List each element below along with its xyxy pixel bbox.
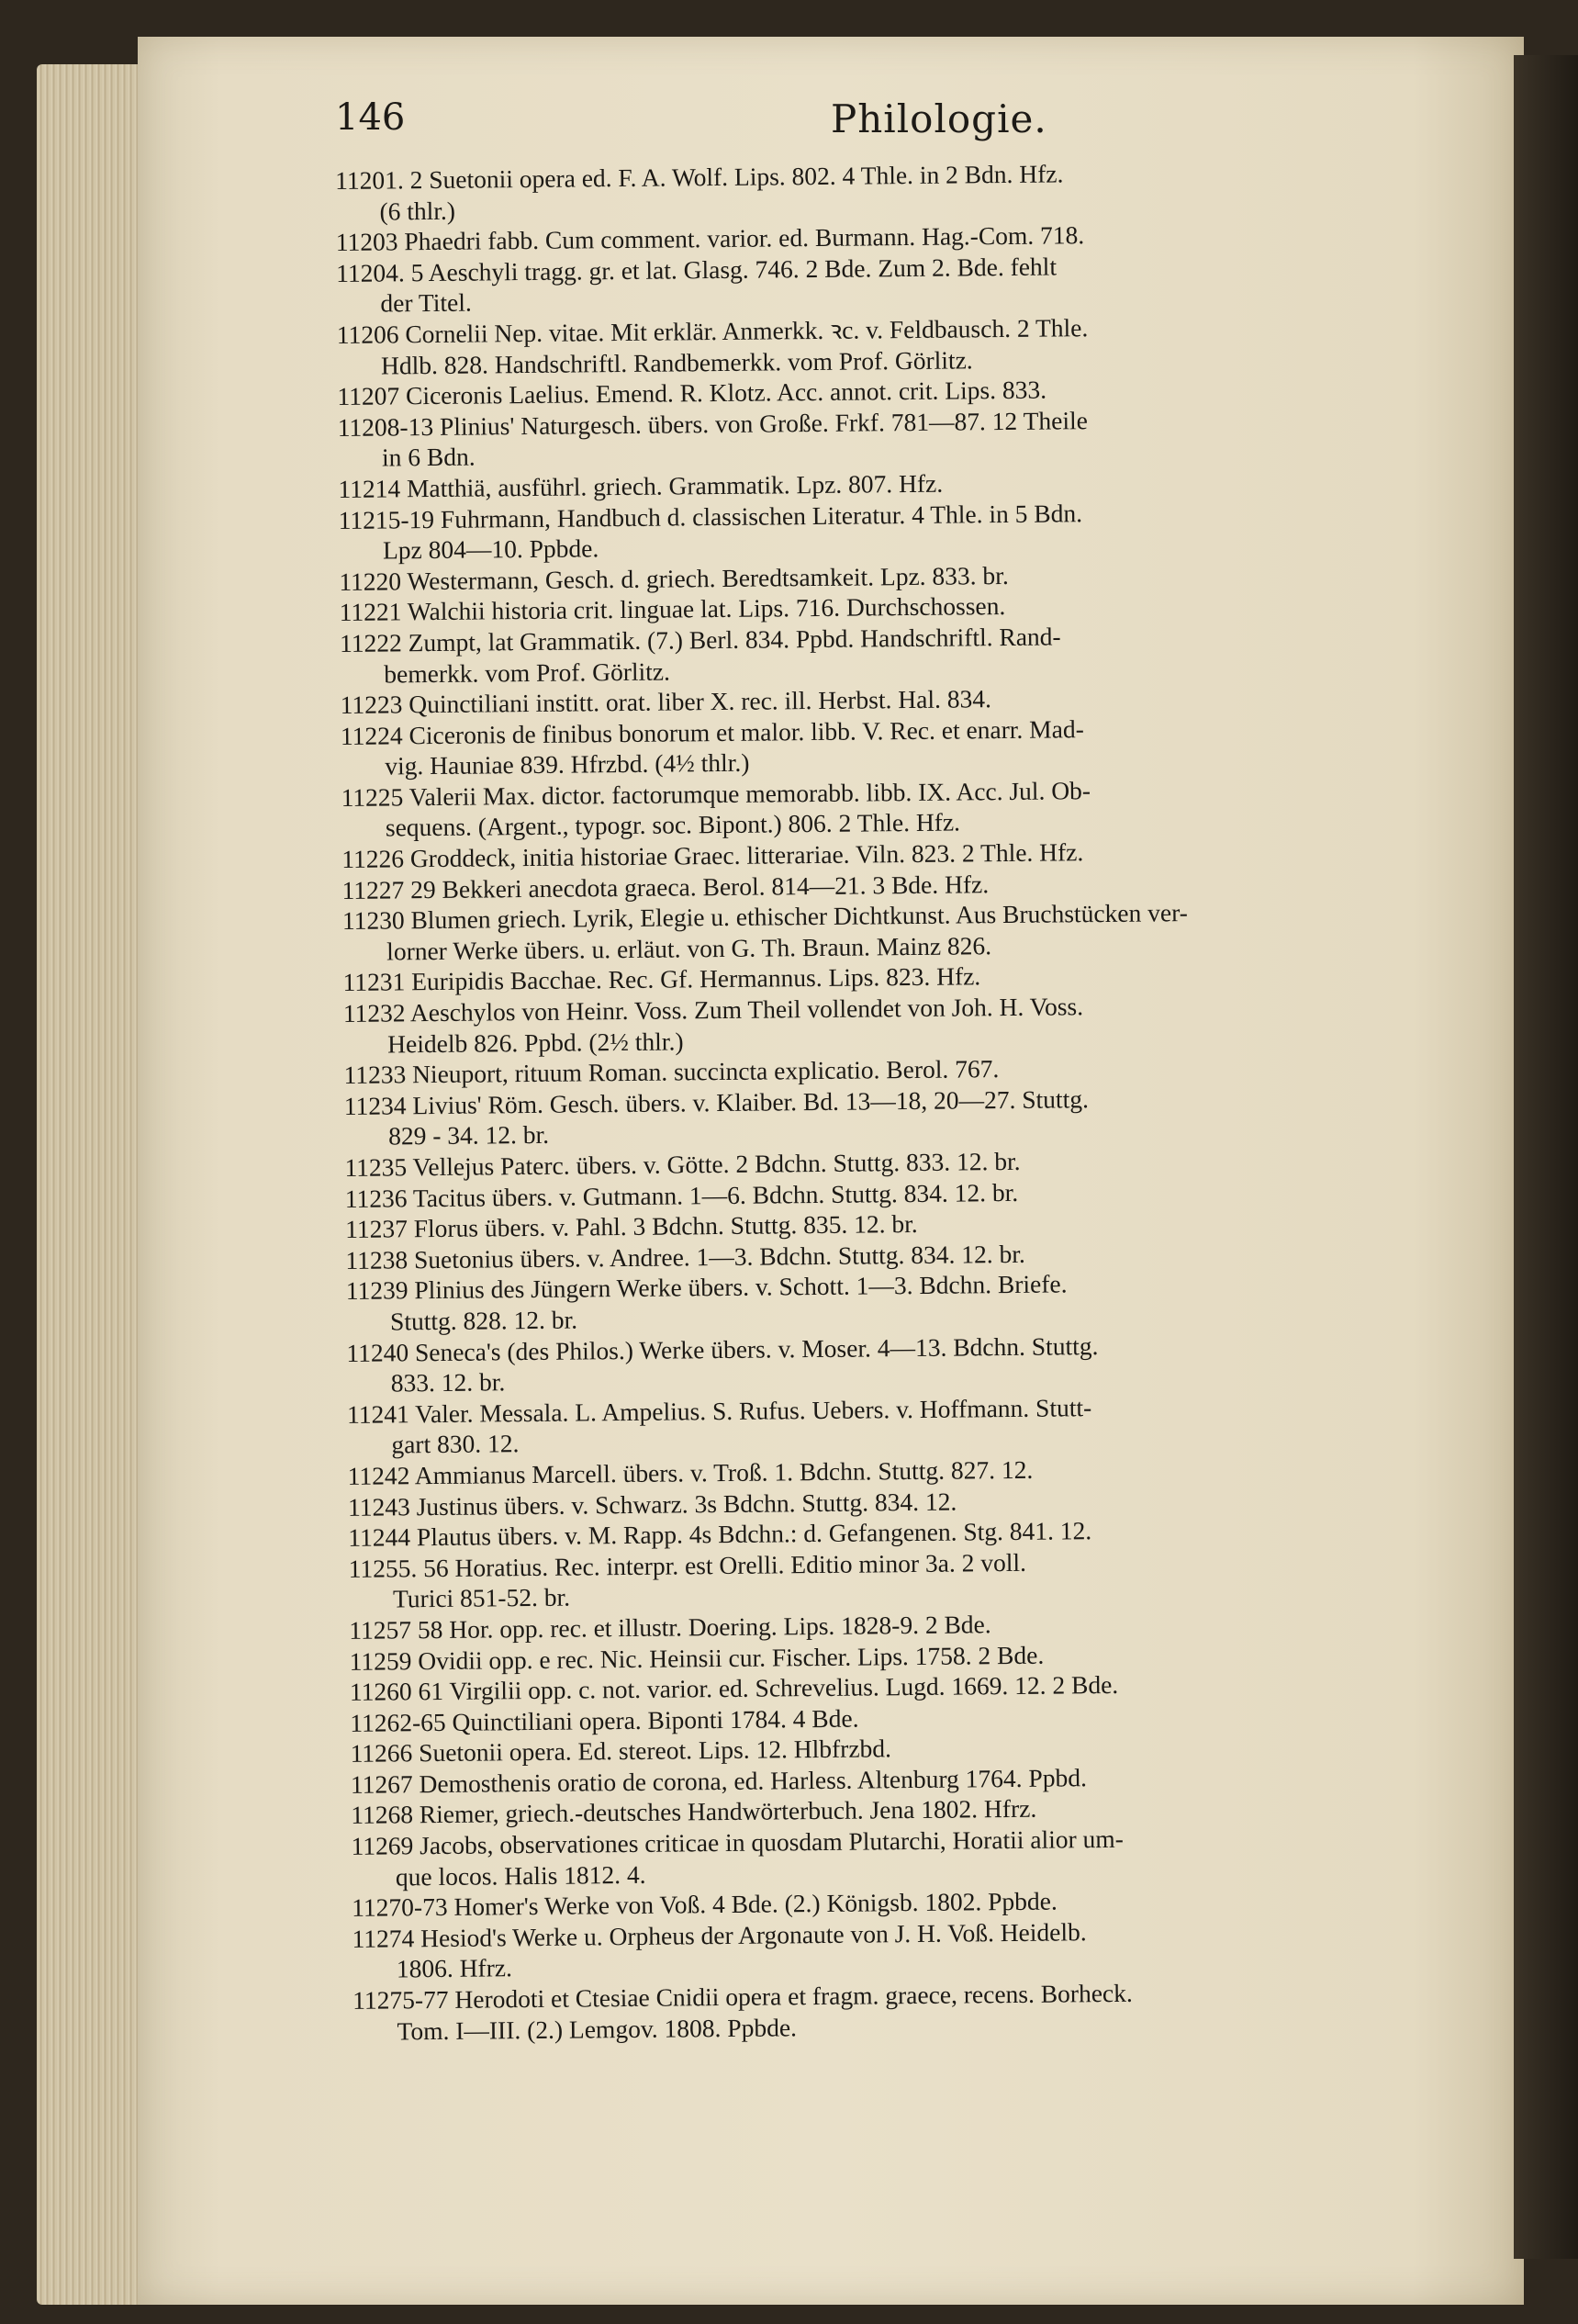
entry-first-line: 11225 Valerii Max. dictor. factorumque memorabb. libb. IX. Acc. Jul. Ob- <box>341 776 1091 812</box>
entry-continuation-line: Stuttg. 828. 12. br. <box>389 1305 578 1336</box>
running-head: Philologie. <box>831 96 1047 141</box>
entry-continuation-line: que locos. Halis 1812. 4. <box>395 1859 646 1892</box>
entry-continuation-line: Tom. I—III. (2.) Lemgov. 1808. Ppbde. <box>397 2012 798 2046</box>
entry-first-line: 11201. 2 Suetonii opera ed. F. A. Wolf. Lips. 802. 4 Thle. in 2 Bdn. Hfz. <box>335 159 1064 195</box>
catalog-entry <box>352 1913 1523 1985</box>
catalog-entry <box>340 617 1511 690</box>
entry-first-line: 11234 Livius' Röm. Gesch. übers. v. Klaiber. Bd. 13—18, 20—27. Stuttg. <box>343 1083 1090 1120</box>
catalog-entry <box>353 1974 1524 2047</box>
entry-first-line: 11221 Walchii historia crit. linguae lat. Lips. 716. Durchschossen. <box>339 591 1006 627</box>
entry-first-line: 11207 Ciceronis Laelius. Emend. R. Klotz. Acc. annot. crit. Lips. 833. <box>337 375 1047 411</box>
entry-first-line: 11243 Justinus übers. v. Schwarz. 3s Bdchn. Stuttg. 834. 12. <box>347 1487 957 1521</box>
catalog-entry <box>339 493 1510 566</box>
entry-first-line: 11260 61 Virgilii opp. c. not. varior. ed. Schrevelius. Lugd. 1669. 12. 2 Bde. <box>349 1669 1119 1707</box>
catalog-entry <box>337 309 1508 381</box>
entry-first-line: 11226 Groddeck, initia historiae Graec. litterariae. Viln. 823. 2 Thle. Hfz. <box>341 837 1084 874</box>
page-edges-left <box>37 64 147 2305</box>
entry-continuation-line: vig. Hauniae 839. Hfrzbd. (4½ thlr.) <box>385 747 750 780</box>
page-header <box>335 96 1501 152</box>
entry-first-line: 11240 Seneca's (des Philos.) Werke übers. v. Moser. 4—13. Bdchn. Stuttg. <box>346 1330 1099 1367</box>
entry-first-line: 11267 Demosthenis oratio de corona, ed. Harless. Altenburg 1764. Ppbd. <box>350 1763 1088 1799</box>
entry-first-line: 11268 Riemer, griech.-deutsches Handwörterbuch. Jena 1802. Hfrz. <box>351 1794 1037 1830</box>
catalog-entry <box>341 709 1512 781</box>
entry-continuation-line: Heidelb 826. Ppbd. (2½ thlr.) <box>387 1027 684 1059</box>
entry-continuation-line: sequens. (Argent., typogr. soc. Bipont.) 806. 2 Thle. Hfz. <box>385 807 961 842</box>
entry-first-line: 11262-65 Quinctiliani opera. Biponti 1784. 4 Bde. <box>350 1703 859 1737</box>
entry-first-line: 11208-13 Plinius' Naturgesch. übers. von Große. Frkf. 781—87. 12 Theile <box>337 405 1088 442</box>
entry-continuation-line: 833. 12. br. <box>390 1367 506 1398</box>
entry-first-line: 11214 Matthiä, ausführl. griech. Grammatik. Lpz. 807. Hfz. <box>338 468 944 503</box>
entry-first-line: 11223 Quinctiliani institt. orat. liber X. rec. ill. Herbst. Hal. 834. <box>340 684 992 720</box>
catalog-entry <box>343 987 1515 1060</box>
entry-first-line: 11242 Ammianus Marcell. übers. v. Troß. 1. Bdchn. Stuttg. 827. 12. <box>347 1454 1034 1490</box>
entry-continuation-line: 1806. Hfrz. <box>396 1953 513 1983</box>
entry-first-line: 11244 Plautus übers. v. M. Rapp. 4s Bdchn.: d. Gefangenen. Stg. 841. 12. <box>348 1516 1092 1553</box>
entry-first-line: 11266 Suetonii opera. Ed. stereot. Lips. 12. Hlbfrzbd. <box>350 1734 892 1768</box>
entry-first-line: 11259 Ovidii opp. e rec. Nic. Heinsii cur. Fischer. Lips. 1758. 2 Bde. <box>349 1640 1045 1676</box>
catalog-entry <box>346 1264 1517 1337</box>
entry-continuation-line: Lpz 804—10. Ppbde. <box>382 533 599 565</box>
entry-first-line: 11220 Westermann, Gesch. d. griech. Beredtsamkeit. Lpz. 833. br. <box>339 560 1009 596</box>
entry-first-line: 11232 Aeschylos von Heinr. Voss. Zum Theil vollendet von Joh. H. Voss. <box>342 992 1084 1027</box>
entry-first-line: 11222 Zumpt, lat Grammatik. (7.) Berl. 834. Ppbd. Handschriftl. Rand- <box>339 622 1061 657</box>
entry-first-line: 11204. 5 Aeschyli tragg. gr. et lat. Glasg. 746. 2 Bde. Zum 2. Bde. fehlt <box>335 252 1058 287</box>
page-number: 146 <box>335 96 406 139</box>
entry-first-line: 11239 Plinius des Jüngern Werke übers. v. Schott. 1—3. Bdchn. Briefe. <box>345 1269 1068 1306</box>
catalog-entry <box>346 1326 1517 1398</box>
entry-continuation-line: bemerkk. vom Prof. Görlitz. <box>384 657 671 689</box>
entry-first-line: 11237 Florus übers. v. Pahl. 3 Bdchn. Stuttg. 835. 12. br. <box>344 1209 918 1244</box>
entry-first-line: 11236 Tacitus übers. v. Gutmann. 1—6. Bdchn. Stuttg. 834. 12. br. <box>344 1177 1019 1213</box>
catalog-entry <box>344 1080 1516 1152</box>
entry-continuation-line: (6 thlr.) <box>379 196 456 226</box>
entry-first-line: 11215-19 Fuhrmann, Handbuch d. classischen Literatur. 4 Thle. in 5 Bdn. <box>338 498 1083 534</box>
catalog-entry <box>347 1387 1518 1460</box>
catalog-entry <box>338 400 1509 473</box>
entry-first-line: 11257 58 Hor. opp. rec. et illustr. Doering. Lips. 1828-9. 2 Bde. <box>349 1610 991 1645</box>
entry-first-line: 11238 Suetonius übers. v. Andree. 1—3. Bdchn. Stuttg. 834. 12. br. <box>345 1239 1025 1274</box>
entry-first-line: 11233 Nieuport, rituum Roman. succincta explicatio. Berol. 767. <box>343 1054 1000 1090</box>
page-edge-right <box>1514 55 1578 2259</box>
catalog-listing <box>335 154 1524 2047</box>
entry-first-line: 11270-73 Homer's Werke von Voß. 4 Bde. (2.) Königsb. 1802. Ppbde. <box>352 1886 1058 1923</box>
entry-first-line: 11235 Vellejus Paterc. übers. v. Götte. 2 Bdchn. Stuttg. 833. 12. br. <box>344 1146 1021 1182</box>
entry-first-line: 11230 Blumen griech. Lyrik, Elegie u. ethischer Dichtkunst. Aus Bruchstücken ver- <box>341 898 1189 936</box>
entry-first-line: 11203 Phaedri fabb. Cum comment. varior. ed. Burmann. Hag.-Com. 718. <box>335 220 1085 257</box>
entry-continuation-line: gart 830. 12. <box>391 1429 520 1459</box>
entry-first-line: 11227 29 Bekkeri anecdota graeca. Berol. 814—21. 3 Bde. Hfz. <box>341 869 990 904</box>
entry-first-line: 11206 Cornelii Nep. vitae. Mit erklär. Anmerkk. ꝛc. v. Feldbausch. 2 Thle. <box>336 313 1089 349</box>
catalog-entry <box>342 894 1514 967</box>
entry-first-line: 11241 Valer. Messala. L. Ampelius. S. Rufus. Uebers. v. Hoffmann. Stutt- <box>346 1392 1092 1429</box>
entry-continuation-line: 829 - 34. 12. br. <box>388 1120 550 1151</box>
entry-continuation-line: in 6 Bdn. <box>381 442 476 472</box>
entry-first-line: 11269 Jacobs, observationes criticae in quosdam Plutarchi, Horatii alior um- <box>351 1824 1125 1860</box>
entry-first-line: 11224 Ciceronis de finibus bonorum et malor. libb. V. Rec. et enarr. Mad- <box>340 713 1084 750</box>
entry-continuation-line: der Titel. <box>380 287 472 318</box>
entry-first-line: 11275-77 Herodoti et Ctesiae Cnidii opera et fragm. graece, recens. Borheck. <box>353 1978 1133 2015</box>
entry-continuation-line: Hdlb. 828. Handschriftl. Randbemerkk. vom Prof. Görlitz. <box>380 344 973 380</box>
entry-first-line: 11231 Euripidis Bacchae. Rec. Gf. Hermannus. Lips. 823. Hfz. <box>342 961 981 997</box>
entry-continuation-line: Turici 851-52. br. <box>392 1582 571 1613</box>
catalog-entry <box>335 154 1506 227</box>
catalog-entry <box>336 247 1507 320</box>
entry-first-line: 11255. 56 Horatius. Rec. interpr. est Orelli. Editio minor 3a. 2 voll. <box>348 1547 1027 1583</box>
catalog-entry <box>351 1820 1522 1892</box>
entry-first-line: 11274 Hesiod's Werke u. Orpheus der Argonaute von J. H. Voß. Heidelb. <box>352 1917 1087 1953</box>
entry-continuation-line: lorner Werke übers. u. erläut. von G. Th. Braun. Mainz 826. <box>386 931 992 966</box>
catalog-entry <box>349 1542 1520 1614</box>
catalog-entry <box>341 771 1512 844</box>
